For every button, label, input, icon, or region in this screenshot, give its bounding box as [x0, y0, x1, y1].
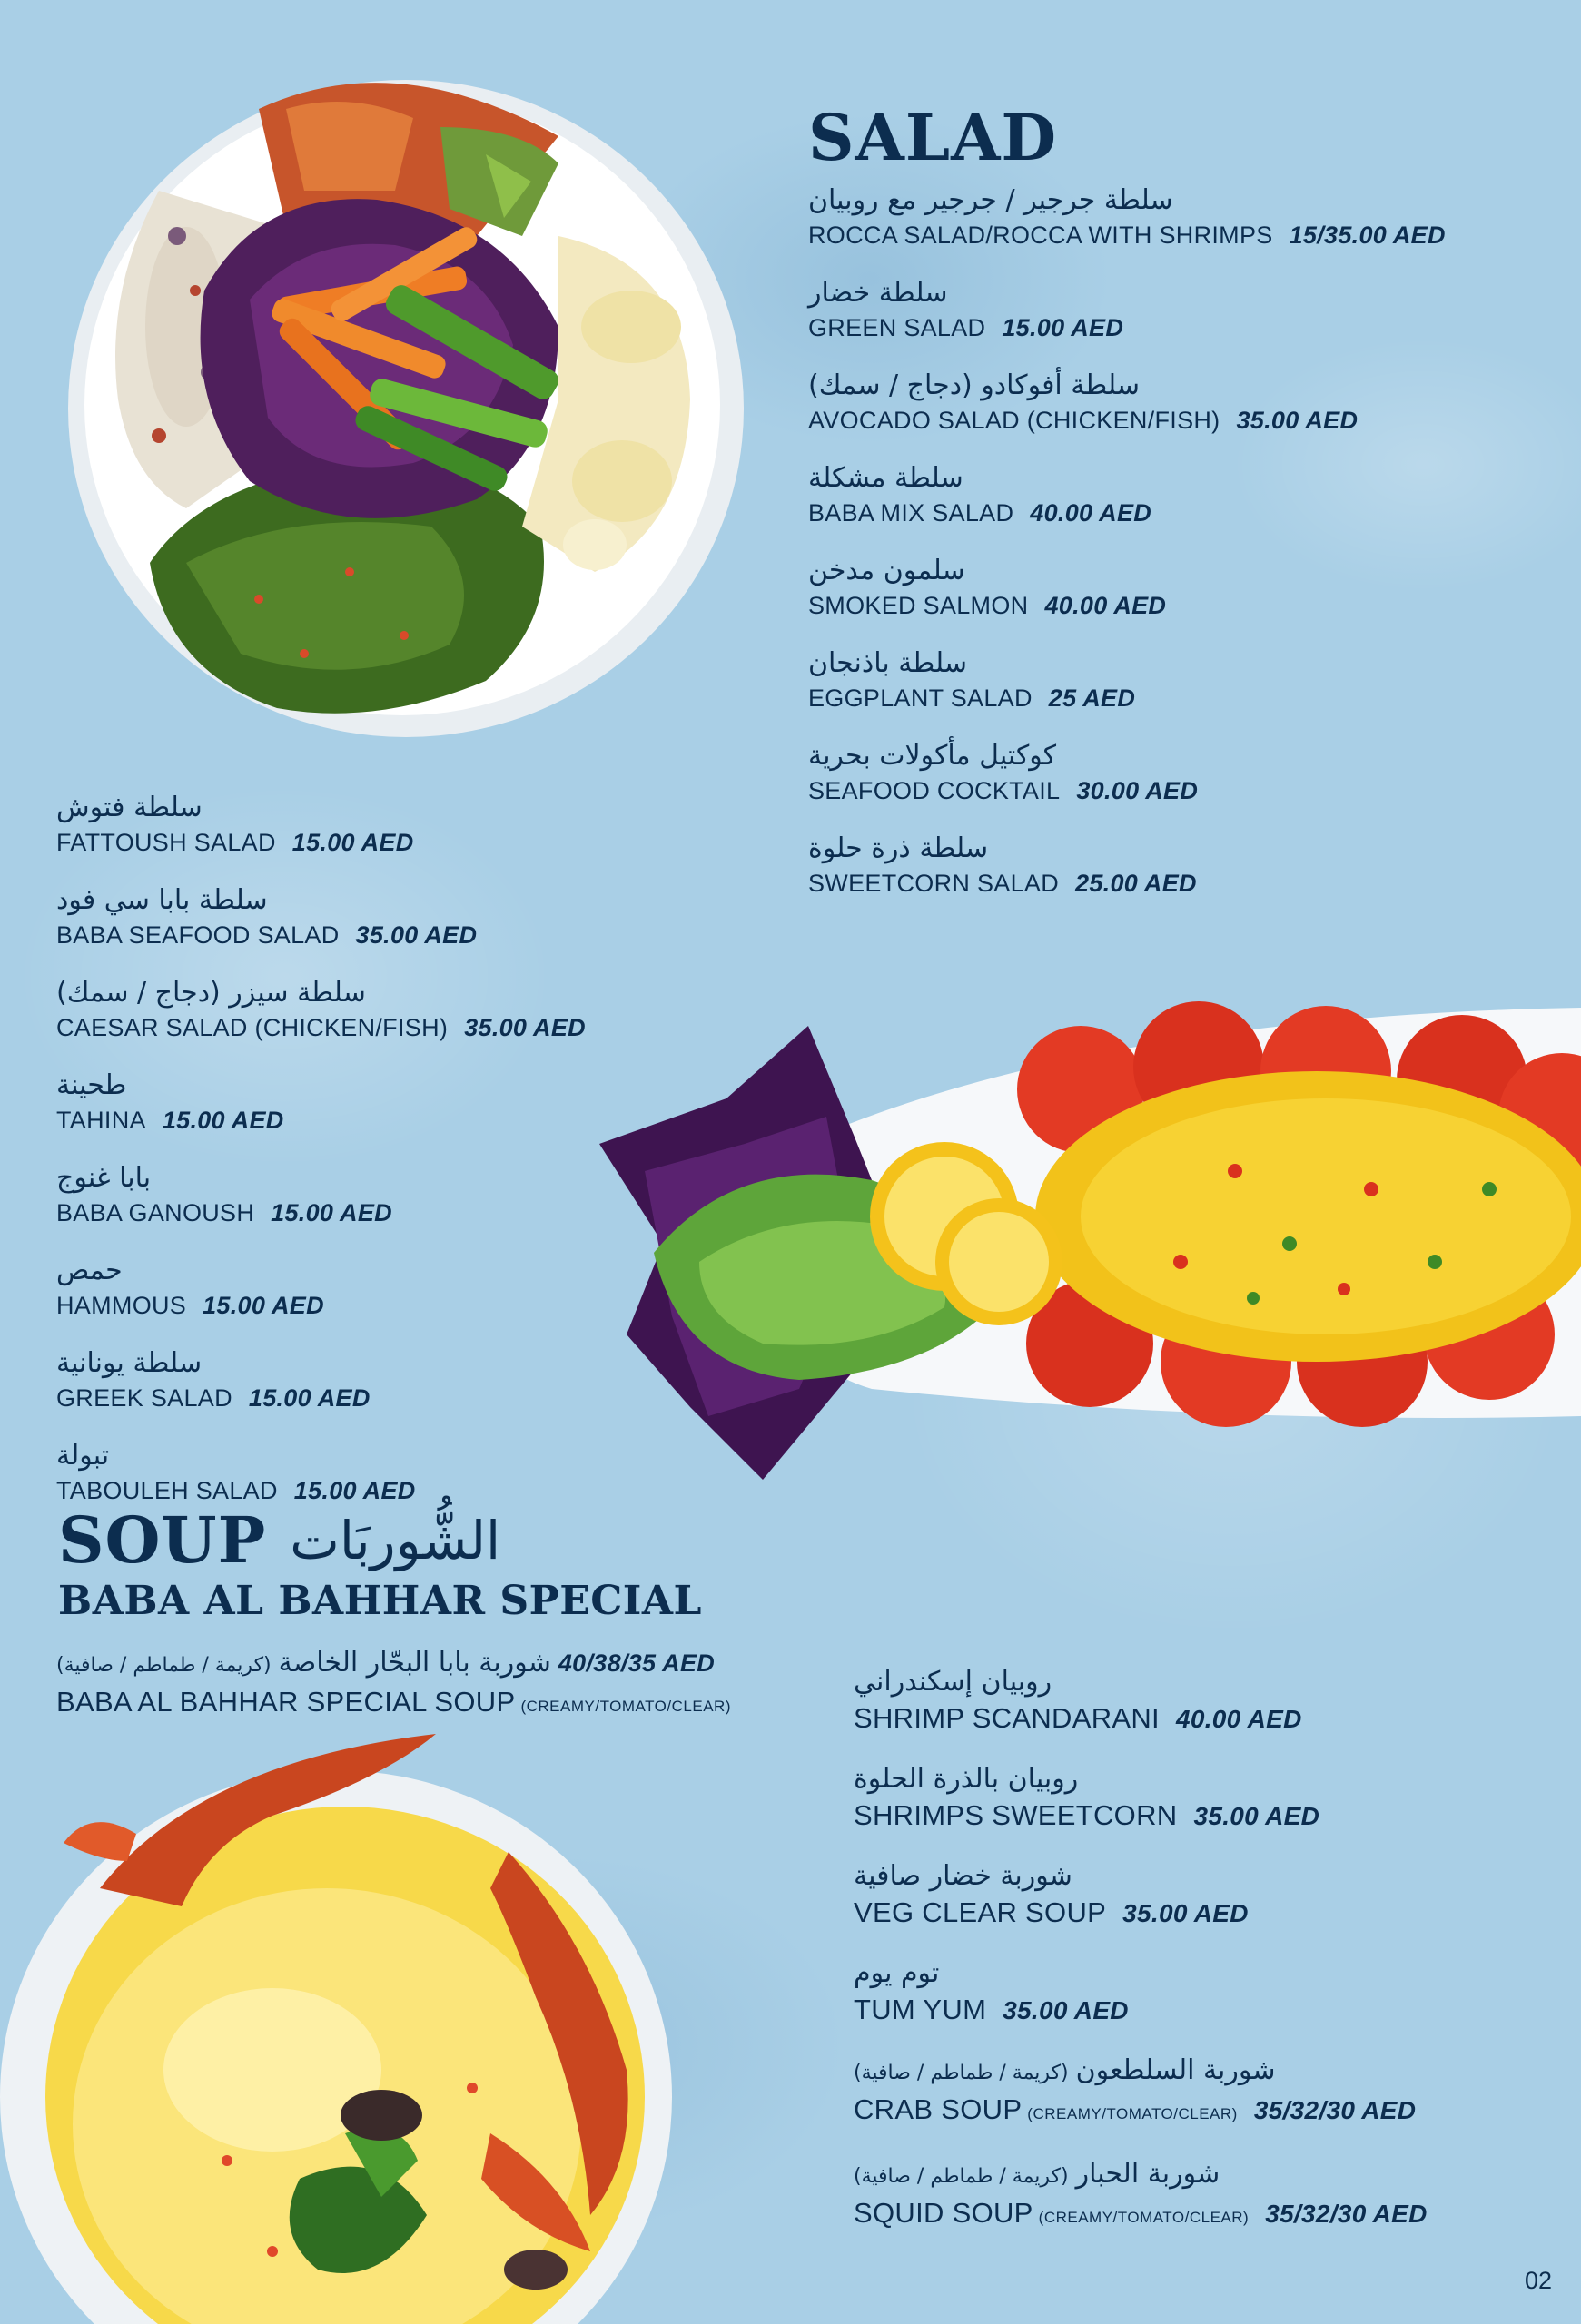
item-price: 15.00 AED: [291, 829, 414, 856]
item-name-en: SHRIMPS SWEETCORN: [854, 1799, 1178, 1831]
item-name-ar: سلمون مدخن: [808, 555, 965, 586]
item-options-ar: (كريمة / طماطم / صافية): [854, 2165, 1069, 2188]
item-price: 15.00 AED: [162, 1107, 284, 1134]
item-name-en: ROCCA SALAD/ROCCA WITH SHRIMPS: [808, 222, 1273, 249]
item-price: 35.00 AED: [355, 921, 478, 949]
menu-item: [808, 831, 1446, 900]
item-options-ar: (كريمة / طماطم / صافية): [854, 2062, 1069, 2084]
item-name-ar: كوكتيل مأكولات بحرية: [808, 740, 1057, 772]
item-name-en: BABA MIX SALAD: [808, 499, 1014, 527]
item-price: 25 AED: [1048, 684, 1136, 712]
item-price: 40.00 AED: [1044, 592, 1167, 619]
menu-item: [854, 2053, 1428, 2132]
item-price: 25.00 AED: [1075, 870, 1197, 897]
item-name-ar: شوربة بابا البحّار الخاصة: [278, 1647, 551, 1679]
item-name-ar: روبيان بالذرة الحلوة: [854, 1763, 1079, 1795]
item-price: 15/35.00 AED: [1289, 222, 1446, 249]
item-name-ar: سلطة يونانية: [56, 1347, 203, 1379]
item-name-en: BABA AL BAHHAR SPECIAL SOUP: [56, 1686, 516, 1718]
salad-section-right: [808, 100, 1446, 923]
menu-item: [854, 1664, 1428, 1738]
item-options: (CREAMY/TOMATO/CLEAR): [1038, 2209, 1250, 2226]
menu-item: [56, 882, 586, 951]
item-name-ar: سلطة باذنجان: [808, 647, 968, 679]
menu-item: [808, 182, 1446, 251]
page-number: 02: [1524, 2267, 1552, 2294]
item-price: 15.00 AED: [293, 1477, 416, 1504]
item-name-ar: سلطة بابا سي فود: [56, 884, 268, 916]
menu-item: [56, 1068, 586, 1137]
item-price: 15.00 AED: [1002, 314, 1124, 341]
item-price: 40.00 AED: [1175, 1705, 1302, 1733]
soup-bowl-photo: [0, 1707, 690, 2324]
soup-list: [854, 1664, 1428, 2260]
menu-item: [56, 1253, 586, 1322]
item-name-ar: سلطة مشكلة: [808, 462, 963, 494]
item-name-en: CRAB SOUP: [854, 2093, 1023, 2125]
item-name-en: VEG CLEAR SOUP: [854, 1896, 1107, 1928]
item-name-ar: حمص: [56, 1255, 123, 1286]
item-name-ar: سلطة أفوكادو (دجاج / سمك): [808, 369, 1141, 401]
item-options: (CREAMY/TOMATO/CLEAR): [1027, 2105, 1238, 2122]
menu-item: [56, 1160, 586, 1229]
item-name-en: GREEK SALAD: [56, 1384, 232, 1412]
item-name-en: CAESAR SALAD (CHICKEN/FISH): [56, 1014, 449, 1041]
item-price: 40.00 AED: [1030, 499, 1152, 527]
item-name-ar: تبولة: [56, 1440, 110, 1472]
menu-item: [56, 1345, 586, 1414]
corn-salad-photo: [599, 990, 1581, 1516]
item-price: 15.00 AED: [271, 1199, 392, 1226]
item-name-en: EGGPLANT SALAD: [808, 684, 1033, 712]
item-name-ar: شوربة الحبار: [1075, 2158, 1220, 2190]
item-name-ar: شوربة خضار صافية: [854, 1860, 1072, 1892]
menu-item: [808, 645, 1446, 714]
item-price: 40/38/35 AED: [558, 1649, 716, 1677]
item-name-en: SQUID SOUP: [854, 2197, 1033, 2229]
item-price: 15.00 AED: [248, 1384, 371, 1412]
soup-section-header: [58, 1502, 702, 1624]
item-price: 35.00 AED: [1236, 407, 1359, 434]
menu-item: [854, 2156, 1428, 2236]
menu-item: [56, 790, 586, 859]
item-name-en: TAHINA: [56, 1107, 146, 1134]
item-price: 35.00 AED: [1193, 1802, 1320, 1830]
salad-title: SALAD: [808, 100, 1058, 175]
item-price: 35.00 AED: [464, 1014, 586, 1041]
item-name-en: SEAFOOD COCKTAIL: [808, 777, 1061, 804]
item-name-en: SHRIMP SCANDARANI: [854, 1702, 1160, 1734]
item-name-ar: سلطة جرجير / جرجير مع روبيان: [808, 184, 1173, 216]
item-name-ar: سلطة سيزر (دجاج / سمك): [56, 977, 366, 1009]
item-name-ar: سلطة خضار: [808, 277, 948, 309]
menu-item: [808, 553, 1446, 622]
item-name-en: FATTOUSH SALAD: [56, 829, 276, 856]
item-name-en: SWEETCORN SALAD: [808, 870, 1060, 897]
item-name-ar: توم يوم: [854, 1957, 940, 1989]
item-options: (CREAMY/TOMATO/CLEAR): [520, 1698, 731, 1715]
item-name-en: BABA SEAFOOD SALAD: [56, 921, 340, 949]
item-name-ar: روبيان إسكندراني: [854, 1666, 1052, 1698]
salad-platter-photo: [50, 54, 758, 744]
item-options-ar: (كريمة / طماطم / صافية): [56, 1654, 272, 1677]
salad-right-list: [808, 182, 1446, 900]
item-price: 35/32/30 AED: [1253, 2096, 1417, 2124]
soup-subtitle: BABA AL BAHHAR SPECIAL: [58, 1578, 702, 1624]
item-name-ar: سلطة ذرة حلوة: [808, 832, 989, 864]
menu-item: [808, 460, 1446, 529]
menu-item: [808, 368, 1446, 437]
item-name-en: BABA GANOUSH: [56, 1199, 255, 1226]
salad-left-list: [56, 790, 586, 1531]
menu-item: [56, 1438, 586, 1507]
item-price: 35/32/30 AED: [1265, 2200, 1428, 2228]
item-name-en: TUM YUM: [854, 1994, 987, 2025]
menu-item: [854, 1858, 1428, 1932]
soup-title-ar: الشُّوربَات: [290, 1509, 501, 1571]
menu-item: [808, 738, 1446, 807]
item-name-ar: شوربة السلطعون: [1075, 2054, 1276, 2086]
item-price: 15.00 AED: [203, 1292, 324, 1319]
item-price: 30.00 AED: [1076, 777, 1199, 804]
menu-item: [808, 275, 1446, 344]
item-price: 35.00 AED: [1122, 1899, 1249, 1927]
item-price: 35.00 AED: [1003, 1996, 1129, 2024]
item-name-en: HAMMOUS: [56, 1292, 187, 1319]
menu-item: [56, 975, 586, 1044]
item-name-ar: سلطة فتوش: [56, 792, 203, 823]
menu-item: [854, 1761, 1428, 1835]
item-name-en: GREEN SALAD: [808, 314, 986, 341]
menu-item: [854, 1955, 1428, 2029]
item-name-ar: طحينة: [56, 1069, 127, 1101]
item-name-en: TABOULEH SALAD: [56, 1477, 278, 1504]
item-name-ar: بابا غنوج: [56, 1162, 152, 1194]
item-name-en: SMOKED SALMON: [808, 592, 1029, 619]
item-name-en: AVOCADO SALAD (CHICKEN/FISH): [808, 407, 1220, 434]
soup-title: SOUP: [58, 1502, 267, 1578]
